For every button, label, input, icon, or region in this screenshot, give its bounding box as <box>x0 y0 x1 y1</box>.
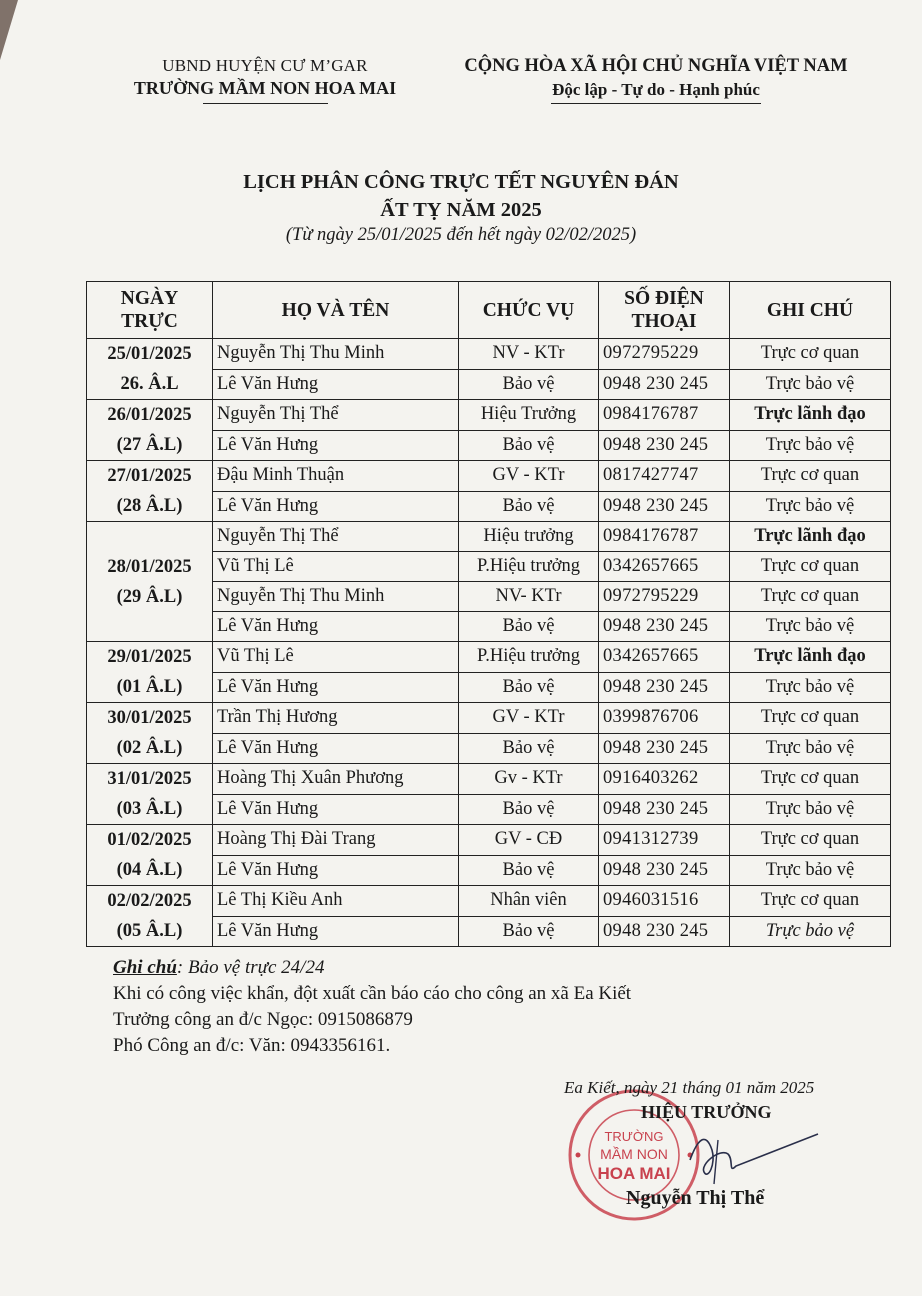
duty-note: Trực bảo vệ <box>730 430 891 461</box>
page-corner-shadow <box>0 0 18 60</box>
svg-text:HOA MAI: HOA MAI <box>597 1164 671 1183</box>
duty-note: Trực lãnh đạo <box>730 522 891 552</box>
table-row <box>87 400 891 431</box>
duty-note: Trực bảo vệ <box>730 733 891 764</box>
staff-name: Lê Văn Hưng <box>213 430 459 461</box>
duty-note: Trực cơ quan <box>730 582 891 612</box>
issuer-block <box>110 56 420 104</box>
header-note: GHI CHÚ <box>730 282 891 339</box>
staff-name: Lê Văn Hưng <box>213 612 459 642</box>
staff-phone: 0948 230 245 <box>599 491 730 522</box>
duty-note: Trực cơ quan <box>730 703 891 734</box>
duty-note: Trực lãnh đạo <box>730 400 891 431</box>
duty-note: Trực bảo vệ <box>730 369 891 400</box>
duty-date-cell <box>87 825 213 886</box>
duty-date-cell <box>87 461 213 522</box>
staff-role: Bảo vệ <box>459 672 599 703</box>
staff-phone: 0946031516 <box>599 886 730 917</box>
header-role: CHỨC VỤ <box>459 282 599 339</box>
duty-note: Trực bảo vệ <box>730 794 891 825</box>
staff-phone: 0948 230 245 <box>599 794 730 825</box>
duty-date-cell <box>87 339 213 400</box>
staff-name: Hoàng Thị Xuân Phương <box>213 764 459 795</box>
staff-phone: 0972795229 <box>599 339 730 370</box>
lunar-date: (27 Â.L) <box>116 435 183 455</box>
national-motto: Độc lập - Tự do - Hạnh phúc <box>552 80 760 99</box>
table-row <box>87 886 891 917</box>
staff-name: Vũ Thị Lê <box>213 642 459 673</box>
duty-date: 01/02/2025 <box>107 830 192 850</box>
staff-phone: 0948 230 245 <box>599 672 730 703</box>
staff-phone: 0817427747 <box>599 461 730 492</box>
staff-name: Lê Văn Hưng <box>213 733 459 764</box>
lunar-date: (29 Â.L) <box>116 586 183 607</box>
staff-phone: 0941312739 <box>599 825 730 856</box>
issuer-authority: UBND HUYỆN CƯ M’GAR <box>162 56 368 75</box>
duty-date: 27/01/2025 <box>107 466 192 486</box>
notes-line-1 <box>113 955 631 981</box>
duty-date-cell <box>87 400 213 461</box>
staff-role: GV - KTr <box>459 703 599 734</box>
staff-phone: 0342657665 <box>599 552 730 582</box>
staff-role: Bảo vệ <box>459 794 599 825</box>
duty-note: Trực cơ quan <box>730 886 891 917</box>
notes-label: Ghi chú <box>113 957 177 978</box>
staff-phone: 0984176787 <box>599 400 730 431</box>
staff-role: P.Hiệu trưởng <box>459 642 599 673</box>
duty-date-cell <box>87 522 213 642</box>
issuer-school: TRƯỜNG MẦM NON HOA MAI <box>133 78 397 98</box>
lunar-date: (28 Â.L) <box>116 496 183 516</box>
duty-note: Trực bảo vệ <box>730 855 891 886</box>
staff-name: Nguyễn Thị Thể <box>213 522 459 552</box>
notes-line-3: Trưởng công an đ/c Ngọc: 0915086879 <box>113 1009 413 1030</box>
duty-note: Trực bảo vệ <box>730 672 891 703</box>
staff-name: Hoàng Thị Đài Trang <box>213 825 459 856</box>
national-name: CỘNG HÒA XÃ HỘI CHỦ NGHĨA VIỆT NAM <box>464 56 848 76</box>
handwritten-signature <box>684 1120 824 1190</box>
staff-role: Gv - KTr <box>459 764 599 795</box>
svg-text:TRƯỜNG: TRƯỜNG <box>604 1129 664 1144</box>
staff-role: Bảo vệ <box>459 733 599 764</box>
staff-role: NV - KTr <box>459 339 599 370</box>
table-row <box>87 642 891 673</box>
staff-role: Bảo vệ <box>459 369 599 400</box>
duty-date: 29/01/2025 <box>107 647 192 667</box>
duty-date-cell <box>87 886 213 947</box>
staff-role: Hiệu Trưởng <box>459 400 599 431</box>
staff-name: Lê Văn Hưng <box>213 855 459 886</box>
lunar-date: (05 Â.L) <box>116 921 183 941</box>
duty-date: 30/01/2025 <box>107 708 192 728</box>
duty-date: 28/01/2025 <box>107 556 192 577</box>
duty-note: Trực bảo vệ <box>730 916 891 947</box>
staff-phone: 0948 230 245 <box>599 612 730 642</box>
notes-line-2: Khi có công việc khẩn, đột xuất cần báo cáo cho công an xã Ea Kiết <box>113 983 632 1004</box>
signer-title: HIỆU TRƯỞNG <box>641 1102 772 1122</box>
header-phone: SỐ ĐIỆN THOẠI <box>599 282 730 339</box>
table-row <box>87 825 891 856</box>
staff-role: Bảo vệ <box>459 491 599 522</box>
staff-phone: 0948 230 245 <box>599 430 730 461</box>
staff-phone: 0972795229 <box>599 582 730 612</box>
staff-role: Hiệu trưởng <box>459 522 599 552</box>
table-row <box>87 703 891 734</box>
staff-phone: 0948 230 245 <box>599 369 730 400</box>
staff-phone: 0948 230 245 <box>599 916 730 947</box>
duty-date: 25/01/2025 <box>107 344 192 364</box>
table-row <box>87 339 891 370</box>
lunar-date: (02 Â.L) <box>116 738 183 758</box>
national-motto-block <box>444 56 868 104</box>
motto-underline <box>551 103 761 104</box>
duty-note: Trực cơ quan <box>730 461 891 492</box>
duty-note: Trực bảo vệ <box>730 491 891 522</box>
staff-name: Lê Thị Kiều Anh <box>213 886 459 917</box>
duty-date: 02/02/2025 <box>107 891 192 911</box>
table-header-row <box>87 282 891 339</box>
staff-phone: 0984176787 <box>599 522 730 552</box>
staff-role: Bảo vệ <box>459 855 599 886</box>
notes-block <box>113 955 631 1059</box>
staff-role: Bảo vệ <box>459 430 599 461</box>
staff-role: NV- KTr <box>459 582 599 612</box>
table-row <box>87 522 891 552</box>
lunar-date: 26. Â.L <box>120 374 179 394</box>
lunar-date: (03 Â.L) <box>116 799 183 819</box>
staff-name: Lê Văn Hưng <box>213 369 459 400</box>
staff-phone: 0948 230 245 <box>599 855 730 886</box>
lunar-date: (04 Â.L) <box>116 860 183 880</box>
staff-name: Lê Văn Hưng <box>213 794 459 825</box>
signer-name: Nguyễn Thị Thể <box>626 1187 765 1209</box>
duty-date-cell <box>87 703 213 764</box>
table-row <box>87 461 891 492</box>
lunar-date: (01 Â.L) <box>116 677 183 697</box>
document-date-range: (Từ ngày 25/01/2025 đến hết ngày 02/02/2025) <box>285 225 637 245</box>
staff-name: Lê Văn Hưng <box>213 916 459 947</box>
duty-date: 26/01/2025 <box>107 405 192 425</box>
duty-note: Trực cơ quan <box>730 339 891 370</box>
staff-name: Đậu Minh Thuận <box>213 461 459 492</box>
staff-phone: 0916403262 <box>599 764 730 795</box>
table-row <box>87 764 891 795</box>
duty-date-cell <box>87 642 213 703</box>
staff-name: Nguyễn Thị Thu Minh <box>213 339 459 370</box>
duty-date: 31/01/2025 <box>107 769 192 789</box>
staff-role: Bảo vệ <box>459 612 599 642</box>
staff-phone: 0948 230 245 <box>599 733 730 764</box>
table-body <box>87 339 891 947</box>
header-name: HỌ VÀ TÊN <box>213 282 459 339</box>
staff-name: Lê Văn Hưng <box>213 672 459 703</box>
staff-phone: 0399876706 <box>599 703 730 734</box>
staff-role: GV - KTr <box>459 461 599 492</box>
document-subtitle: ẤT TỴ NĂM 2025 <box>380 199 542 221</box>
header-date: NGÀY TRỰC <box>87 282 213 339</box>
duty-date-cell <box>87 764 213 825</box>
document-title: LỊCH PHÂN CÔNG TRỰC TẾT NGUYÊN ĐÁN <box>243 171 679 193</box>
staff-name: Trần Thị Hương <box>213 703 459 734</box>
duty-note: Trực cơ quan <box>730 825 891 856</box>
staff-role: GV - CĐ <box>459 825 599 856</box>
staff-role: Bảo vệ <box>459 916 599 947</box>
svg-text:MẦM NON: MẦM NON <box>600 1146 668 1162</box>
staff-name: Lê Văn Hưng <box>213 491 459 522</box>
duty-note: Trực cơ quan <box>730 552 891 582</box>
staff-name: Nguyễn Thị Thu Minh <box>213 582 459 612</box>
staff-role: Nhân viên <box>459 886 599 917</box>
notes-guard-text: : Bảo vệ trực 24/24 <box>176 957 325 978</box>
staff-name: Nguyễn Thị Thể <box>213 400 459 431</box>
staff-role: P.Hiệu trưởng <box>459 552 599 582</box>
issuer-underline <box>203 103 328 104</box>
staff-name: Vũ Thị Lê <box>213 552 459 582</box>
duty-note: Trực lãnh đạo <box>730 642 891 673</box>
staff-phone: 0342657665 <box>599 642 730 673</box>
signing-place-date: Ea Kiết, ngày 21 tháng 01 năm 2025 <box>564 1078 815 1097</box>
notes-line-4: Phó Công an đ/c: Văn: 0943356161. <box>113 1035 391 1056</box>
duty-note: Trực bảo vệ <box>730 612 891 642</box>
duty-note: Trực cơ quan <box>730 764 891 795</box>
duty-schedule-table <box>86 281 891 947</box>
